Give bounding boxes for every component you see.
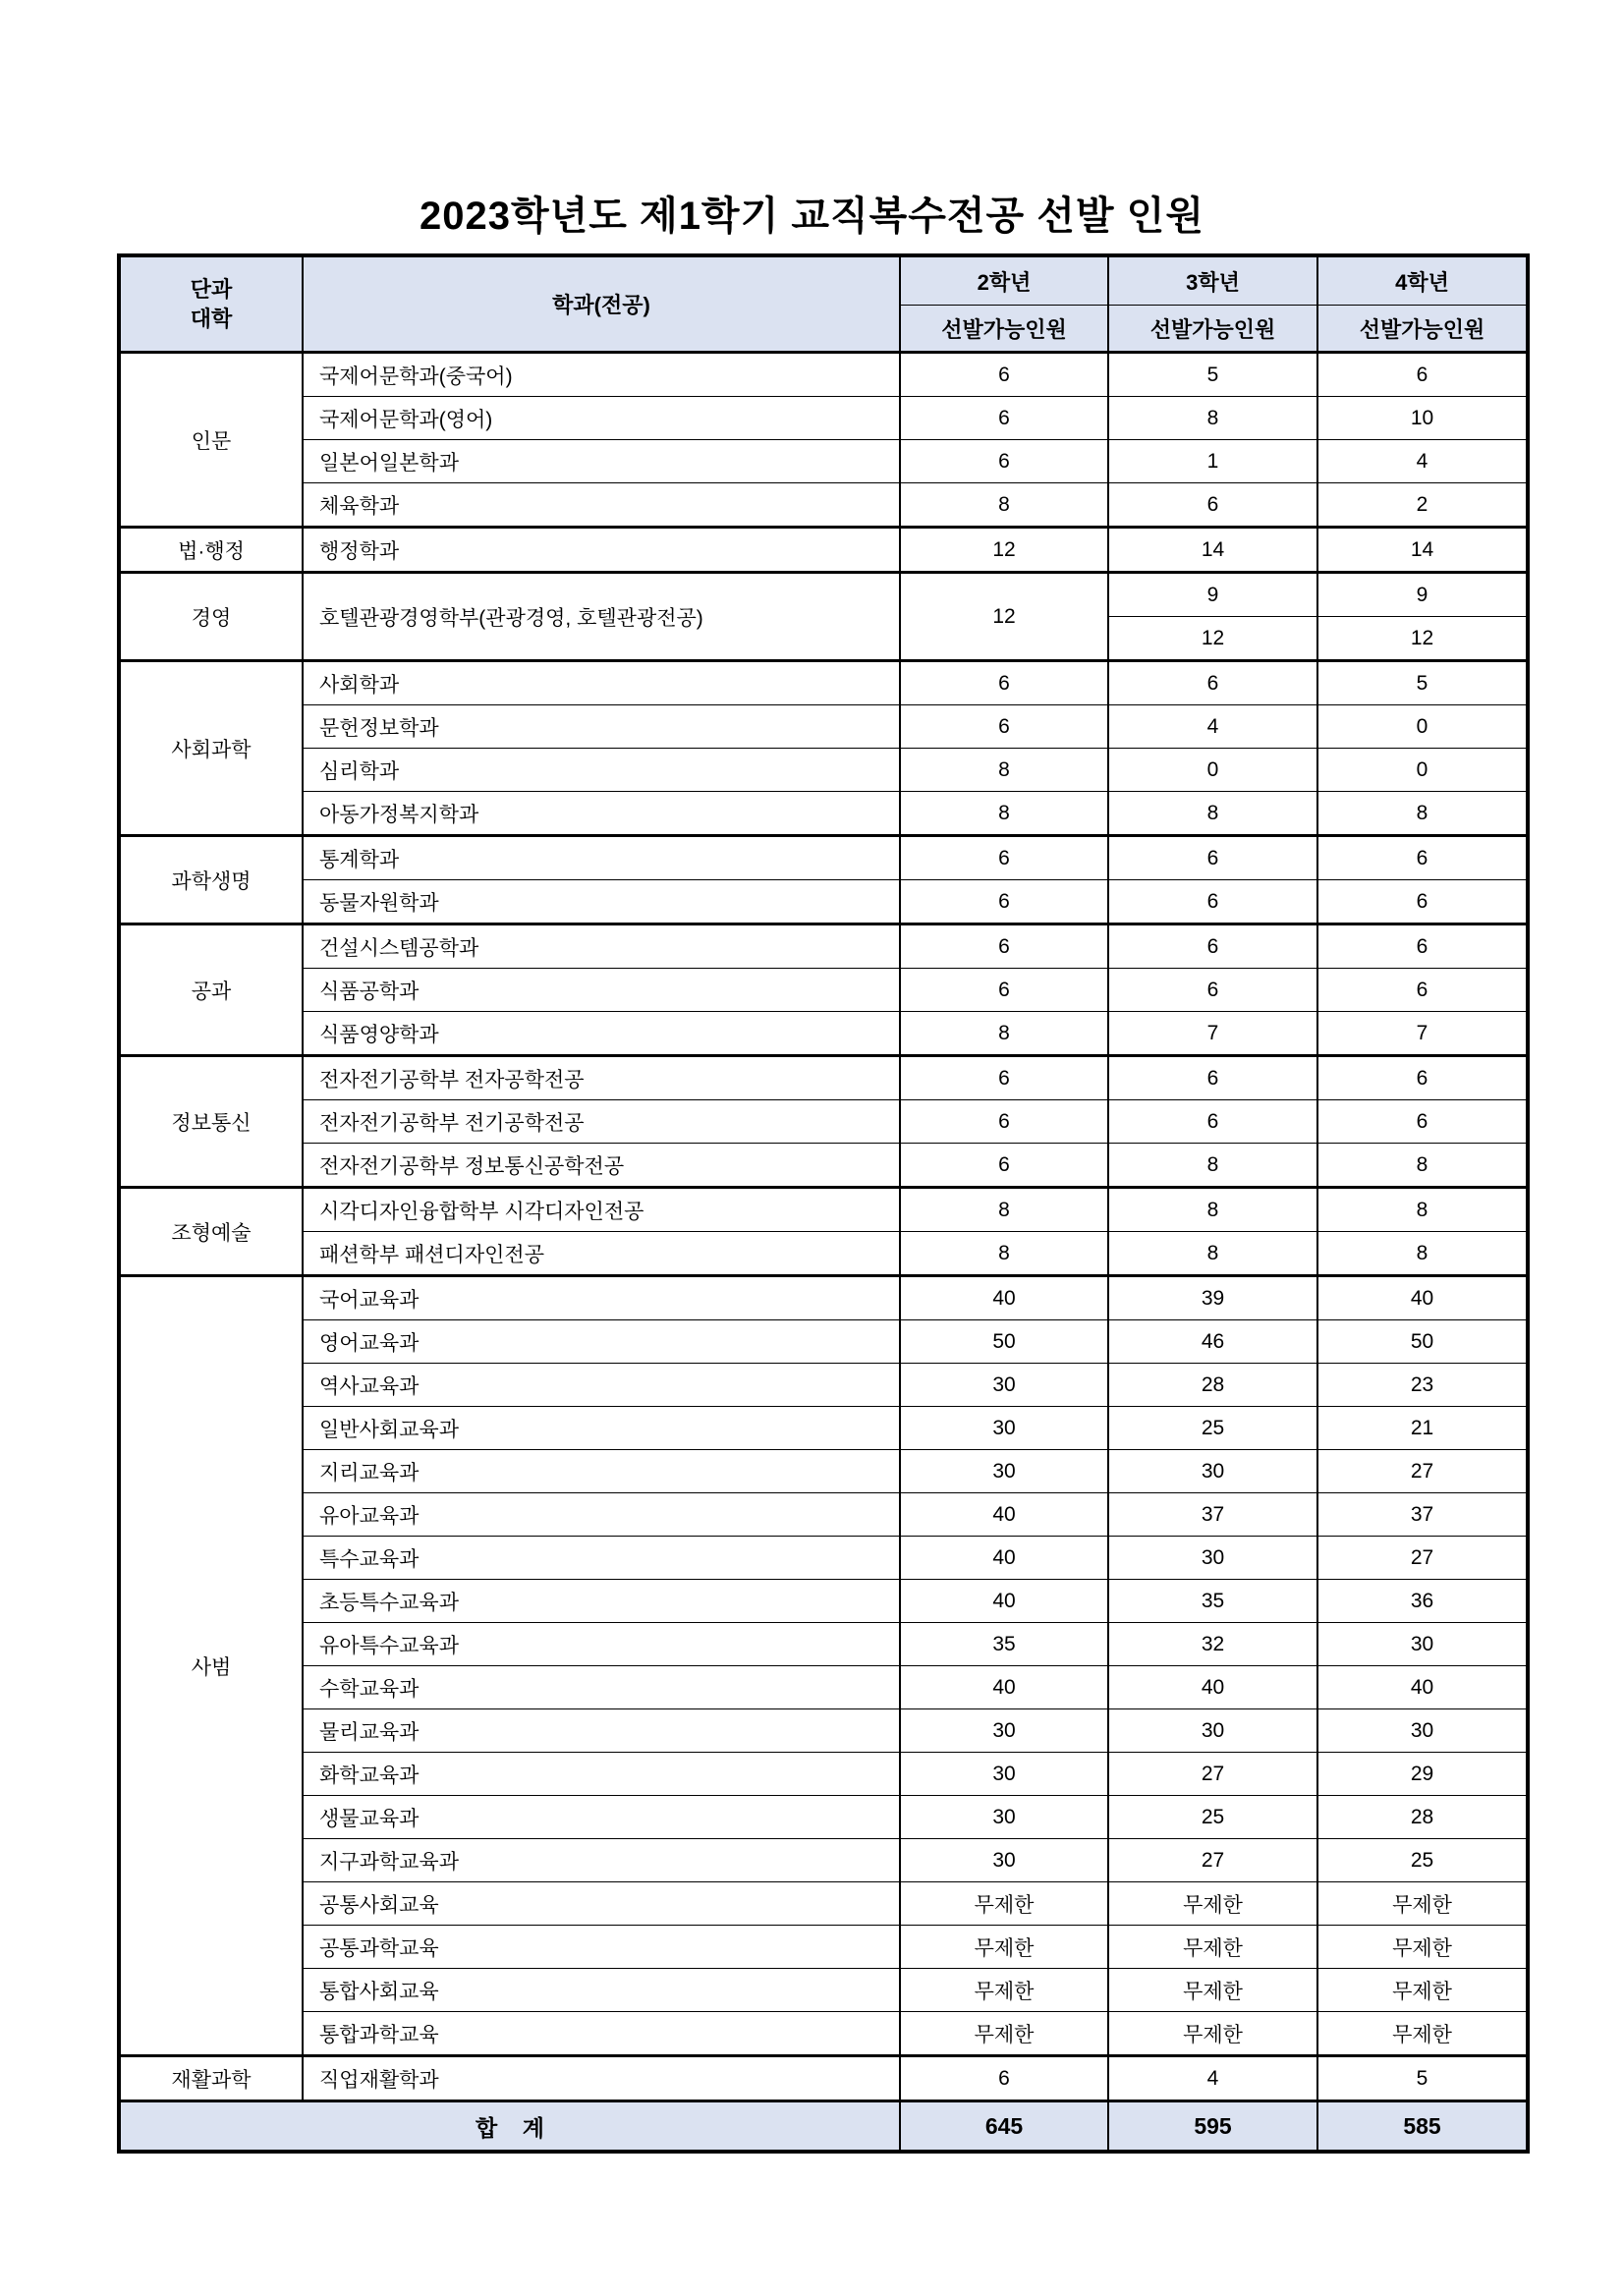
dept-cell: 화학교육과 [303,1753,900,1796]
table-header-row [119,255,1528,306]
count-cell-y2: 무제한 [900,1926,1108,1969]
dept-cell: 국어교육과 [303,1276,900,1320]
count-cell-y3: 1 [1108,440,1317,483]
count-cell-y4: 6 [1317,1100,1528,1144]
table-row [119,1537,1528,1580]
dept-cell: 유아교육과 [303,1493,900,1537]
table-row [119,749,1528,792]
table-row [119,1882,1528,1926]
count-cell-y2: 30 [900,1450,1108,1493]
dept-cell: 일본어일본학과 [303,440,900,483]
count-cell-y4: 40 [1317,1666,1528,1709]
count-cell-y3: 8 [1108,792,1317,836]
count-cell-y2: 30 [900,1753,1108,1796]
count-cell-y2: 6 [900,1100,1108,1144]
college-cell: 경영 [119,573,303,661]
table-row [119,1056,1528,1100]
table-row [119,1839,1528,1882]
table-row [119,1320,1528,1364]
dept-cell: 아동가정복지학과 [303,792,900,836]
subheader-year4: 선발가능인원 [1317,306,1528,353]
count-cell-y2: 무제한 [900,1969,1108,2012]
count-cell-y4: 37 [1317,1493,1528,1537]
count-cell-y4: 6 [1317,836,1528,880]
header-year3: 3학년 [1108,255,1317,306]
dept-cell: 영어교육과 [303,1320,900,1364]
table-row [119,924,1528,969]
count-cell-y2: 12 [900,528,1108,573]
dept-cell: 수학교육과 [303,1666,900,1709]
count-cell-y4: 6 [1317,1056,1528,1100]
college-cell: 인문 [119,353,303,528]
count-cell-y4: 27 [1317,1537,1528,1580]
subheader-year3: 선발가능인원 [1108,306,1317,353]
count-cell-y3: 40 [1108,1666,1317,1709]
count-cell-y4: 14 [1317,528,1528,573]
count-cell-y3: 14 [1108,528,1317,573]
count-cell-y3: 25 [1108,1407,1317,1450]
count-cell-y2: 6 [900,836,1108,880]
header-college-line2: 대학 [190,306,233,331]
count-cell-y2: 40 [900,1666,1108,1709]
count-cell-y2: 8 [900,1012,1108,1056]
count-cell-y4: 40 [1317,1276,1528,1320]
table-row [119,2012,1528,2056]
count-cell-y2: 6 [900,2056,1108,2101]
dept-cell: 행정학과 [303,528,900,573]
header-year4: 4학년 [1317,255,1528,306]
count-cell-y2: 35 [900,1623,1108,1666]
count-cell-y4: 8 [1317,1144,1528,1188]
total-y2: 645 [900,2101,1108,2153]
count-cell-y4: 27 [1317,1450,1528,1493]
dept-cell: 사회학과 [303,661,900,705]
count-cell-y2: 40 [900,1580,1108,1623]
count-cell-y4: 2 [1317,483,1528,528]
total-label: 합 계 [119,2101,900,2153]
dept-cell: 전자전기공학부 정보통신공학전공 [303,1144,900,1188]
dept-cell: 문헌정보학과 [303,705,900,749]
count-cell-y4: 23 [1317,1364,1528,1407]
table-row [119,1580,1528,1623]
count-cell-y3: 6 [1108,924,1317,969]
table-row [119,483,1528,528]
count-cell-y3: 6 [1108,1100,1317,1144]
count-cell-y2: 6 [900,969,1108,1012]
dept-cell: 통계학과 [303,836,900,880]
count-cell-y3: 0 [1108,749,1317,792]
count-cell-y4: 6 [1317,924,1528,969]
count-cell-y2: 6 [900,924,1108,969]
table-row [119,1188,1528,1232]
count-cell-y4: 21 [1317,1407,1528,1450]
count-cell-y3: 6 [1108,661,1317,705]
dept-cell: 식품공학과 [303,969,900,1012]
count-cell-y2: 8 [900,1188,1108,1232]
count-cell-y4: 25 [1317,1839,1528,1882]
count-cell-y3: 46 [1108,1320,1317,1364]
count-cell-y3: 37 [1108,1493,1317,1537]
count-cell-y2: 8 [900,1232,1108,1276]
dept-cell: 역사교육과 [303,1364,900,1407]
count-cell-y3: 6 [1108,969,1317,1012]
dept-cell: 패션학부 패션디자인전공 [303,1232,900,1276]
header-year2: 2학년 [900,255,1108,306]
table-row [119,1666,1528,1709]
count-cell-y4: 10 [1317,397,1528,440]
table-row [119,792,1528,836]
dept-cell: 초등특수교육과 [303,1580,900,1623]
count-cell-y4: 5 [1317,661,1528,705]
table-row [119,705,1528,749]
count-cell-y4: 28 [1317,1796,1528,1839]
count-cell-y4: 무제한 [1317,1882,1528,1926]
count-cell-y2: 6 [900,880,1108,924]
table-row [119,880,1528,924]
count-cell-y3: 8 [1108,1188,1317,1232]
table-row [119,1926,1528,1969]
dept-cell: 특수교육과 [303,1537,900,1580]
table-row [119,836,1528,880]
count-cell-y3: 무제한 [1108,1969,1317,2012]
dept-cell: 일반사회교육과 [303,1407,900,1450]
table-row [119,1276,1528,1320]
college-cell: 사회과학 [119,661,303,836]
dept-cell: 통합사회교육 [303,1969,900,2012]
count-cell-y2: 6 [900,705,1108,749]
count-cell-y3: 12 [1108,617,1317,661]
table-row [119,1364,1528,1407]
count-cell-y2: 무제한 [900,1882,1108,1926]
table-row [119,1100,1528,1144]
count-cell-y4: 8 [1317,1188,1528,1232]
count-cell-y2: 6 [900,397,1108,440]
count-cell-y4: 6 [1317,969,1528,1012]
table-row [119,1232,1528,1276]
count-cell-y4: 7 [1317,1012,1528,1056]
count-cell-y2: 6 [900,1056,1108,1100]
count-cell-y3: 27 [1108,1753,1317,1796]
count-cell-y2: 30 [900,1839,1108,1882]
table-row [119,397,1528,440]
table-row [119,2056,1528,2101]
dept-cell: 물리교육과 [303,1709,900,1753]
college-cell: 재활과학 [119,2056,303,2101]
count-cell-y2: 8 [900,792,1108,836]
table-row [119,1969,1528,2012]
table-row [119,1623,1528,1666]
count-cell-y2: 8 [900,483,1108,528]
total-y4: 585 [1317,2101,1528,2153]
header-department: 학과(전공) [303,255,900,353]
count-cell-y3: 6 [1108,1056,1317,1100]
dept-cell: 공통과학교육 [303,1926,900,1969]
table-row [119,573,1528,617]
table-row [119,1144,1528,1188]
dept-cell: 체육학과 [303,483,900,528]
count-cell-y2: 12 [900,573,1108,661]
total-y3: 595 [1108,2101,1317,2153]
count-cell-y2: 40 [900,1276,1108,1320]
table-row [119,1753,1528,1796]
dept-cell: 건설시스템공학과 [303,924,900,969]
table-row [119,1407,1528,1450]
dept-cell: 지리교육과 [303,1450,900,1493]
table-row [119,1450,1528,1493]
count-cell-y4: 무제한 [1317,1926,1528,1969]
count-cell-y4: 9 [1317,573,1528,617]
count-cell-y4: 29 [1317,1753,1528,1796]
count-cell-y2: 30 [900,1796,1108,1839]
table-row [119,1796,1528,1839]
count-cell-y3: 39 [1108,1276,1317,1320]
dept-cell: 시각디자인융합학부 시각디자인전공 [303,1188,900,1232]
college-cell: 법·행정 [119,528,303,573]
college-cell: 사범 [119,1276,303,2056]
count-cell-y4: 4 [1317,440,1528,483]
count-cell-y4: 무제한 [1317,1969,1528,2012]
selection-table [117,253,1530,2154]
dept-cell: 국제어문학과(중국어) [303,353,900,397]
count-cell-y4: 30 [1317,1709,1528,1753]
count-cell-y2: 무제한 [900,2012,1108,2056]
dept-cell: 호텔관광경영학부(관광경영, 호텔관광전공) [303,573,900,661]
dept-cell: 전자전기공학부 전자공학전공 [303,1056,900,1100]
count-cell-y3: 5 [1108,353,1317,397]
count-cell-y3: 무제한 [1108,1926,1317,1969]
count-cell-y4: 8 [1317,792,1528,836]
college-cell: 조형예술 [119,1188,303,1276]
count-cell-y4: 36 [1317,1580,1528,1623]
count-cell-y3: 6 [1108,836,1317,880]
table-row [119,969,1528,1012]
count-cell-y2: 6 [900,353,1108,397]
count-cell-y3: 30 [1108,1709,1317,1753]
dept-cell: 통합과학교육 [303,2012,900,2056]
table-row [119,1012,1528,1056]
total-row [119,2101,1528,2153]
count-cell-y2: 40 [900,1537,1108,1580]
count-cell-y3: 6 [1108,880,1317,924]
count-cell-y2: 40 [900,1493,1108,1537]
count-cell-y3: 35 [1108,1580,1317,1623]
count-cell-y3: 4 [1108,705,1317,749]
count-cell-y4: 무제한 [1317,2012,1528,2056]
table-row [119,661,1528,705]
count-cell-y2: 30 [900,1709,1108,1753]
count-cell-y3: 30 [1108,1537,1317,1580]
dept-cell: 식품영양학과 [303,1012,900,1056]
table-row [119,353,1528,397]
college-cell: 과학생명 [119,836,303,924]
count-cell-y2: 8 [900,749,1108,792]
table-row [119,1493,1528,1537]
count-cell-y4: 50 [1317,1320,1528,1364]
count-cell-y3: 32 [1108,1623,1317,1666]
table-row [119,440,1528,483]
count-cell-y3: 8 [1108,1144,1317,1188]
count-cell-y3: 무제한 [1108,1882,1317,1926]
count-cell-y2: 6 [900,440,1108,483]
count-cell-y3: 27 [1108,1839,1317,1882]
college-cell: 정보통신 [119,1056,303,1188]
count-cell-y3: 9 [1108,573,1317,617]
count-cell-y3: 25 [1108,1796,1317,1839]
count-cell-y2: 30 [900,1407,1108,1450]
header-college-line1: 단과 [190,276,233,302]
dept-cell: 생물교육과 [303,1796,900,1839]
count-cell-y3: 무제한 [1108,2012,1317,2056]
dept-cell: 심리학과 [303,749,900,792]
count-cell-y3: 6 [1108,483,1317,528]
count-cell-y4: 5 [1317,2056,1528,2101]
count-cell-y3: 30 [1108,1450,1317,1493]
count-cell-y4: 0 [1317,705,1528,749]
count-cell-y3: 8 [1108,397,1317,440]
count-cell-y3: 7 [1108,1012,1317,1056]
count-cell-y4: 0 [1317,749,1528,792]
count-cell-y4: 8 [1317,1232,1528,1276]
dept-cell: 국제어문학과(영어) [303,397,900,440]
count-cell-y3: 4 [1108,2056,1317,2101]
dept-cell: 유아특수교육과 [303,1623,900,1666]
subheader-year2: 선발가능인원 [900,306,1108,353]
count-cell-y3: 8 [1108,1232,1317,1276]
header-college [119,255,303,353]
dept-cell: 직업재활학과 [303,2056,900,2101]
count-cell-y3: 28 [1108,1364,1317,1407]
count-cell-y4: 30 [1317,1623,1528,1666]
dept-cell: 지구과학교육과 [303,1839,900,1882]
page-title: 2023학년도 제1학기 교직복수전공 선발 인원 [420,195,1204,238]
count-cell-y4: 6 [1317,353,1528,397]
count-cell-y4: 6 [1317,880,1528,924]
college-cell: 공과 [119,924,303,1056]
table-row [119,1709,1528,1753]
table-row [119,528,1528,573]
count-cell-y4: 12 [1317,617,1528,661]
count-cell-y2: 6 [900,661,1108,705]
count-cell-y2: 50 [900,1320,1108,1364]
dept-cell: 동물자원학과 [303,880,900,924]
count-cell-y2: 6 [900,1144,1108,1188]
count-cell-y2: 30 [900,1364,1108,1407]
dept-cell: 공통사회교육 [303,1882,900,1926]
dept-cell: 전자전기공학부 전기공학전공 [303,1100,900,1144]
